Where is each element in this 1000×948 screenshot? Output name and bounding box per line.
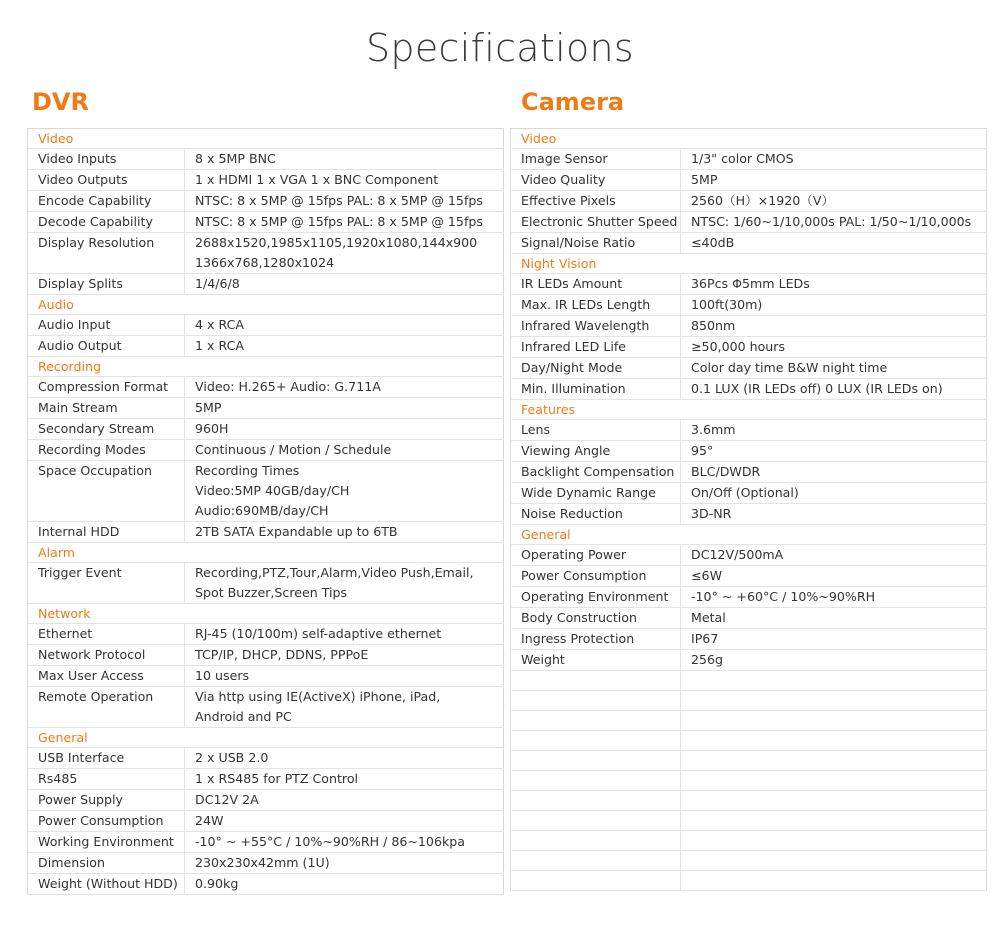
section-heading: Video: [28, 129, 504, 149]
spec-value-line: BLC/DWDR: [691, 464, 761, 479]
spec-row: [28, 790, 504, 811]
spec-value-line: 2TB SATA Expandable up to 6TB: [195, 524, 398, 539]
spec-row: [511, 462, 987, 483]
spec-value: [681, 274, 987, 295]
spec-row: [28, 853, 504, 874]
spec-value-line: DC12V/500mA: [691, 547, 784, 562]
spec-row: [511, 274, 987, 295]
spec-label: Working Environment: [28, 832, 185, 853]
spec-value: [185, 645, 504, 666]
empty-cell: [681, 871, 987, 891]
spec-value-line: 256g: [691, 652, 724, 667]
spec-value: [681, 212, 987, 233]
spec-value-line: Video: H.265+ Audio: G.711A: [195, 379, 381, 394]
section-heading: Features: [511, 400, 987, 420]
spec-value: [185, 522, 504, 543]
empty-row: [511, 671, 987, 691]
empty-cell: [511, 711, 681, 731]
spec-label: Compression Format: [28, 377, 185, 398]
section-heading: Video: [511, 129, 987, 149]
spec-label: Operating Environment: [511, 587, 681, 608]
spec-value: [681, 545, 987, 566]
spec-row: [511, 337, 987, 358]
spec-label: USB Interface: [28, 748, 185, 769]
spec-value: [185, 315, 504, 336]
spec-value-line: NTSC: 8 x 5MP @ 15fps PAL: 8 x 5MP @ 15fps: [195, 193, 483, 208]
spec-value: [681, 149, 987, 170]
spec-row: [28, 832, 504, 853]
spec-label: Noise Reduction: [511, 504, 681, 525]
spec-value-line: 3D-NR: [691, 506, 732, 521]
spec-value: [185, 666, 504, 687]
spec-row: [28, 645, 504, 666]
spec-value: [185, 398, 504, 419]
empty-row: [511, 731, 987, 751]
spec-value: [185, 419, 504, 440]
spec-label: Weight (Without HDD): [28, 874, 185, 895]
section-row: [511, 254, 987, 274]
spec-value: [681, 629, 987, 650]
spec-label: Video Quality: [511, 170, 681, 191]
spec-label: Max User Access: [28, 666, 185, 687]
spec-row: [28, 149, 504, 170]
spec-row: [28, 624, 504, 645]
spec-value-line: 1/4/6/8: [195, 276, 240, 291]
empty-cell: [681, 691, 987, 711]
spec-value-line: 1/3" color CMOS: [691, 151, 794, 166]
spec-label: Lens: [511, 420, 681, 441]
spec-value: [185, 440, 504, 461]
spec-row: [511, 566, 987, 587]
spec-value: [681, 650, 987, 671]
spec-label: Body Construction: [511, 608, 681, 629]
spec-value: [185, 170, 504, 191]
spec-value-line: 1 x HDMI 1 x VGA 1 x BNC Component: [195, 172, 439, 187]
spec-row: [511, 149, 987, 170]
spec-row: [28, 874, 504, 895]
spec-row: [28, 377, 504, 398]
dvr-heading: DVR: [32, 88, 89, 116]
spec-value-line: NTSC: 1/60~1/10,000s PAL: 1/50~1/10,000s: [691, 214, 972, 229]
dvr-spec-body: [28, 129, 504, 895]
spec-value-line: 10 users: [195, 668, 250, 683]
spec-value: [185, 687, 504, 728]
empty-cell: [511, 791, 681, 811]
empty-cell: [511, 871, 681, 891]
spec-label: Wide Dynamic Range: [511, 483, 681, 504]
spec-value: [681, 170, 987, 191]
spec-row: [511, 441, 987, 462]
spec-value-line: Android and PC: [195, 709, 292, 724]
empty-cell: [681, 851, 987, 871]
spec-label: Max. IR LEDs Length: [511, 295, 681, 316]
spec-label: Power Consumption: [511, 566, 681, 587]
empty-cell: [511, 731, 681, 751]
spec-value-line: 0.90kg: [195, 876, 239, 891]
spec-value-line: 36Pcs Φ5mm LEDs: [691, 276, 810, 291]
spec-row: [28, 170, 504, 191]
spec-value: [185, 563, 504, 604]
spec-row: [28, 274, 504, 295]
section-heading: Night Vision: [511, 254, 987, 274]
spec-value-line: RJ-45 (10/100m) self-adaptive ethernet: [195, 626, 442, 641]
spec-label: Effective Pixels: [511, 191, 681, 212]
page-title: Specifications: [366, 26, 634, 70]
spec-row: [511, 420, 987, 441]
spec-row: [511, 483, 987, 504]
spec-value-line: 2 x USB 2.0: [195, 750, 269, 765]
spec-label: Electronic Shutter Speed: [511, 212, 681, 233]
spec-row: [511, 295, 987, 316]
spec-value: [681, 504, 987, 525]
spec-value: [681, 191, 987, 212]
spec-value: [185, 377, 504, 398]
spec-value-line: 8 x 5MP BNC: [195, 151, 276, 166]
spec-value: [185, 853, 504, 874]
spec-value-line: 100ft(30m): [691, 297, 763, 312]
spec-row: [511, 587, 987, 608]
spec-row: [28, 563, 504, 604]
empty-cell: [681, 671, 987, 691]
spec-value-line: 4 x RCA: [195, 317, 245, 332]
spec-label: Min. Illumination: [511, 379, 681, 400]
spec-value: [185, 790, 504, 811]
section-row: [28, 728, 504, 748]
empty-cell: [681, 831, 987, 851]
empty-row: [511, 791, 987, 811]
section-heading: General: [28, 728, 504, 748]
empty-row: [511, 771, 987, 791]
spec-label: Network Protocol: [28, 645, 185, 666]
spec-value: [185, 149, 504, 170]
spec-row: [511, 212, 987, 233]
spec-row: [511, 629, 987, 650]
spec-row: [28, 440, 504, 461]
spec-row: [28, 687, 504, 728]
spec-value: [681, 295, 987, 316]
spec-value-line: 1 x RCA: [195, 338, 245, 353]
spec-row: [28, 522, 504, 543]
section-row: [511, 129, 987, 149]
spec-row: [28, 336, 504, 357]
spec-row: [28, 419, 504, 440]
spec-label: Weight: [511, 650, 681, 671]
spec-value: [185, 191, 504, 212]
spec-value: [185, 769, 504, 790]
section-heading: General: [511, 525, 987, 545]
empty-cell: [511, 771, 681, 791]
spec-row: [28, 398, 504, 419]
empty-cell: [511, 691, 681, 711]
spec-label: IR LEDs Amount: [511, 274, 681, 295]
spec-label: Secondary Stream: [28, 419, 185, 440]
empty-row: [511, 751, 987, 771]
spec-row: [511, 316, 987, 337]
spec-value: [185, 874, 504, 895]
empty-cell: [681, 811, 987, 831]
spec-label: Trigger Event: [28, 563, 185, 604]
empty-cell: [511, 671, 681, 691]
empty-row: [511, 811, 987, 831]
spec-label: Infrared LED Life: [511, 337, 681, 358]
spec-row: [511, 504, 987, 525]
spec-label: Ethernet: [28, 624, 185, 645]
camera-spec-table: [510, 128, 987, 891]
spec-row: [28, 811, 504, 832]
spec-label: Main Stream: [28, 398, 185, 419]
spec-row: [28, 233, 504, 274]
spec-label: Day/Night Mode: [511, 358, 681, 379]
spec-label: Internal HDD: [28, 522, 185, 543]
empty-cell: [511, 851, 681, 871]
spec-value-line: Metal: [691, 610, 726, 625]
spec-value-line: Audio:690MB/day/CH: [195, 503, 329, 518]
empty-row: [511, 831, 987, 851]
spec-row: [28, 461, 504, 522]
spec-label: Audio Input: [28, 315, 185, 336]
empty-cell: [511, 831, 681, 851]
spec-value-line: ≥50,000 hours: [691, 339, 786, 354]
section-row: [28, 357, 504, 377]
spec-value: [681, 233, 987, 254]
spec-label: Dimension: [28, 853, 185, 874]
spec-value-line: -10° ~ +60°C / 10%~90%RH: [691, 589, 876, 604]
section-row: [511, 400, 987, 420]
spec-value: [681, 316, 987, 337]
empty-row: [511, 871, 987, 891]
spec-value-line: 0.1 LUX (IR LEDs off) 0 LUX (IR LEDs on): [691, 381, 943, 396]
spec-value-line: 1366x768,1280x1024: [195, 255, 335, 270]
spec-label: Decode Capability: [28, 212, 185, 233]
spec-value: [681, 337, 987, 358]
spec-value-line: Continuous / Motion / Schedule: [195, 442, 392, 457]
spec-value-line: 850nm: [691, 318, 736, 333]
empty-cell: [681, 771, 987, 791]
spec-row: [28, 666, 504, 687]
spec-label: Backlight Compensation: [511, 462, 681, 483]
spec-row: [511, 379, 987, 400]
section-heading: Network: [28, 604, 504, 624]
spec-row: [511, 650, 987, 671]
spec-value-line: 5MP: [691, 172, 718, 187]
spec-value-line: NTSC: 8 x 5MP @ 15fps PAL: 8 x 5MP @ 15fps: [195, 214, 483, 229]
spec-value: [185, 811, 504, 832]
spec-row: [511, 545, 987, 566]
empty-cell: [511, 811, 681, 831]
spec-label: Display Resolution: [28, 233, 185, 274]
section-heading: Alarm: [28, 543, 504, 563]
spec-value: [185, 832, 504, 853]
spec-label: Remote Operation: [28, 687, 185, 728]
spec-value: [185, 233, 504, 274]
empty-cell: [681, 711, 987, 731]
section-heading: Recording: [28, 357, 504, 377]
spec-value-line: 95°: [691, 443, 714, 458]
empty-row: [511, 711, 987, 731]
spec-label: Ingress Protection: [511, 629, 681, 650]
spec-value: [681, 379, 987, 400]
spec-label: Viewing Angle: [511, 441, 681, 462]
spec-value-line: Video:5MP 40GB/day/CH: [195, 483, 350, 498]
spec-value-line: 960H: [195, 421, 229, 436]
spec-row: [511, 608, 987, 629]
spec-row: [28, 769, 504, 790]
empty-cell: [681, 751, 987, 771]
spec-value-line: 3.6mm: [691, 422, 736, 437]
spec-label: Recording Modes: [28, 440, 185, 461]
spec-value-line: 2560（H）×1920（V）: [691, 193, 835, 208]
section-row: [28, 543, 504, 563]
spec-row: [28, 315, 504, 336]
spec-value: [681, 420, 987, 441]
empty-row: [511, 851, 987, 871]
spec-value: [185, 624, 504, 645]
spec-value: [185, 748, 504, 769]
spec-label: Power Supply: [28, 790, 185, 811]
section-row: [28, 604, 504, 624]
spec-row: [511, 191, 987, 212]
spec-value: [681, 441, 987, 462]
spec-value-line: ≤6W: [691, 568, 723, 583]
section-heading: Audio: [28, 295, 504, 315]
spec-value-line: 1 x RS485 for PTZ Control: [195, 771, 359, 786]
spec-label: Space Occupation: [28, 461, 185, 522]
spec-value: [185, 274, 504, 295]
spec-row: [511, 233, 987, 254]
spec-value: [681, 587, 987, 608]
spec-value-line: -10° ~ +55°C / 10%~90%RH / 86~106kpa: [195, 834, 465, 849]
spec-value: [185, 336, 504, 357]
spec-label: Video Outputs: [28, 170, 185, 191]
spec-value: [185, 461, 504, 522]
spec-row: [511, 170, 987, 191]
spec-label: Display Splits: [28, 274, 185, 295]
spec-row: [28, 748, 504, 769]
spec-label: Signal/Noise Ratio: [511, 233, 681, 254]
spec-label: Power Consumption: [28, 811, 185, 832]
spec-value: [681, 483, 987, 504]
spec-label: Encode Capability: [28, 191, 185, 212]
spec-label: Infrared Wavelength: [511, 316, 681, 337]
spec-value: [185, 212, 504, 233]
spec-value-line: 5MP: [195, 400, 222, 415]
spec-value-line: Color day time B&W night time: [691, 360, 888, 375]
spec-value-line: 230x230x42mm (1U): [195, 855, 330, 870]
spec-value: [681, 608, 987, 629]
empty-cell: [681, 731, 987, 751]
spec-label: Rs485: [28, 769, 185, 790]
section-row: [28, 129, 504, 149]
spec-value: [681, 566, 987, 587]
spec-value-line: Recording Times: [195, 463, 300, 478]
spec-label: Operating Power: [511, 545, 681, 566]
spec-value-line: Spot Buzzer,Screen Tips: [195, 585, 348, 600]
empty-cell: [681, 791, 987, 811]
spec-row: [28, 191, 504, 212]
spec-value-line: 2688x1520,1985x1105,1920x1080,144x900: [195, 235, 478, 250]
camera-heading: Camera: [521, 88, 625, 116]
camera-spec-body: [511, 129, 987, 891]
empty-cell: [511, 751, 681, 771]
spec-value-line: Recording,PTZ,Tour,Alarm,Video Push,Email,: [195, 565, 474, 580]
empty-row: [511, 691, 987, 711]
spec-label: Image Sensor: [511, 149, 681, 170]
dvr-spec-table: [27, 128, 504, 895]
section-row: [28, 295, 504, 315]
spec-value-line: Via http using IE(ActiveX) iPhone, iPad,: [195, 689, 441, 704]
spec-value: [681, 358, 987, 379]
section-row: [511, 525, 987, 545]
spec-label: Video Inputs: [28, 149, 185, 170]
spec-value-line: DC12V 2A: [195, 792, 259, 807]
spec-value-line: 24W: [195, 813, 224, 828]
spec-row: [28, 212, 504, 233]
spec-label: Audio Output: [28, 336, 185, 357]
spec-value-line: TCP/IP, DHCP, DDNS, PPPoE: [195, 647, 369, 662]
spec-value-line: ≤40dB: [691, 235, 735, 250]
spec-value: [681, 462, 987, 483]
spec-value-line: On/Off (Optional): [691, 485, 799, 500]
spec-value-line: IP67: [691, 631, 719, 646]
spec-row: [511, 358, 987, 379]
